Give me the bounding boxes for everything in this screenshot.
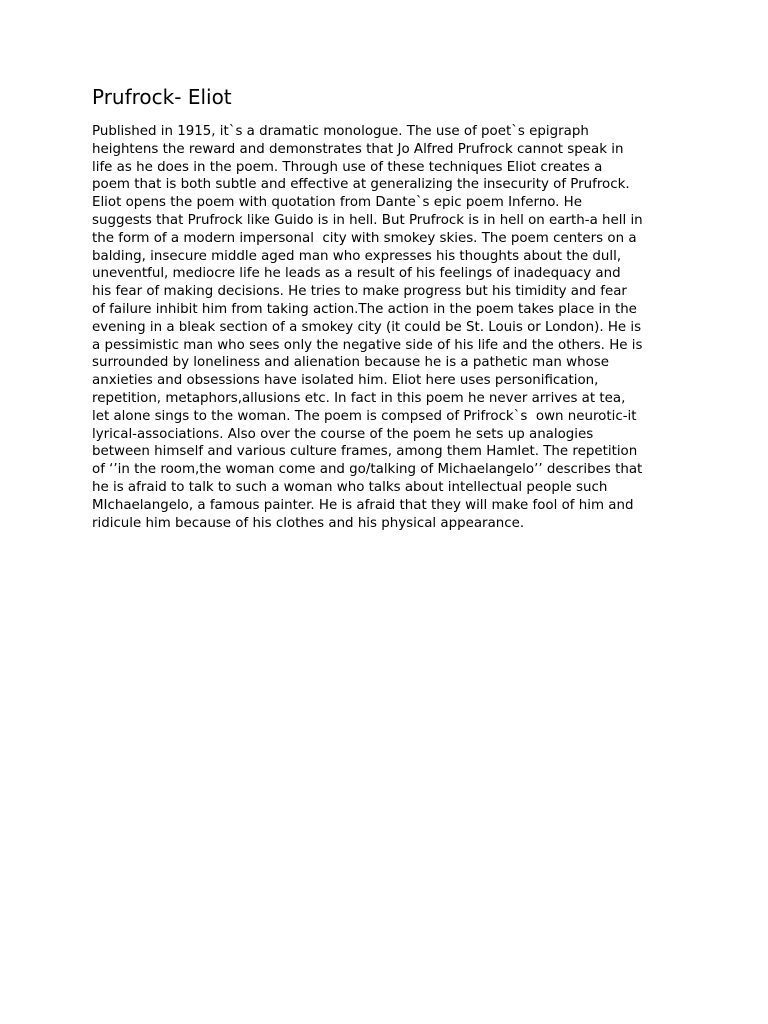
body-line: of failure inhibit him from taking action.The action in the poem takes place in the <box>92 301 637 317</box>
body-line: let alone sings to the woman. The poem is compsed of Prifrock`s own neurotic-it <box>92 408 637 424</box>
body-line: Eliot opens the poem with quotation from Dante`s epic poem Inferno. He <box>92 195 582 211</box>
body-line: of ‘’in the room,the woman come and go/talking of Michaelangelo’’ describes that <box>92 462 643 478</box>
body-line: between himself and various culture frames, among them Hamlet. The repetition <box>92 444 638 460</box>
body-line: evening in a bleak section of a smokey city (it could be St. Louis or London). He is <box>92 319 642 335</box>
body-line: suggests that Prufrock like Guido is in hell. But Prufrock is in hell on earth-a hell in <box>92 212 643 228</box>
body-line: heightens the reward and demonstrates that Jo Alfred Prufrock cannot speak in <box>92 141 624 157</box>
body-line: lyrical-associations. Also over the course of the poem he sets up analogies <box>92 426 594 442</box>
body-line: the form of a modern impersonal city with smokey skies. The poem centers on a <box>92 230 637 246</box>
body-line: Published in 1915, it`s a dramatic monologue. The use of poet`s epigraph <box>92 124 589 139</box>
body-line: balding, insecure middle aged man who expresses his thoughts about the dull, <box>92 248 622 264</box>
document-body <box>92 123 692 532</box>
body-line: repetition, metaphors,allusions etc. In fact in this poem he never arrives at tea, <box>92 390 626 406</box>
body-line: surrounded by loneliness and alienation because he is a pathetic man whose <box>92 355 610 371</box>
body-line: poem that is both subtle and effective at generalizing the insecurity of Prufrock. <box>92 177 630 193</box>
body-line: uneventful, mediocre life he leads as a result of his feelings of inadequacy and <box>92 266 621 282</box>
body-line: anxieties and obsessions have isolated him. Eliot here uses personification, <box>92 373 599 389</box>
body-line: a pessimistic man who sees only the negative side of his life and the others. He is <box>92 337 643 353</box>
body-line: MIchaelangelo, a famous painter. He is afraid that they will make fool of him and <box>92 497 634 513</box>
body-line: his fear of making decisions. He tries to make progress but his timidity and fear <box>92 284 627 300</box>
body-line: life as he does in the poem. Through use of these techniques Eliot creates a <box>92 159 603 175</box>
document-title: Prufrock- Eliot <box>92 85 232 109</box>
body-line: he is afraid to talk to such a woman who talks about intellectual people such <box>92 479 608 495</box>
body-line: ridicule him because of his clothes and his physical appearance. <box>92 515 525 531</box>
